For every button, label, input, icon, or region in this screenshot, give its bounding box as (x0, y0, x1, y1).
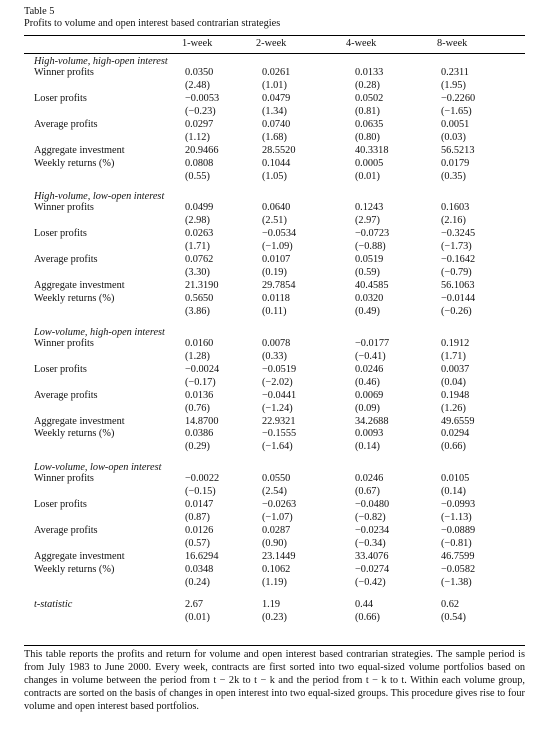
table-cell: (0.80) (355, 131, 380, 143)
column-header-4week: 4-week (346, 38, 377, 49)
table-section (24, 327, 525, 454)
table-cell: (0.03) (441, 131, 466, 143)
table-cell: 20.9466 (185, 144, 219, 156)
row-label: Loser profits (34, 363, 87, 375)
table-cell: 0.0179 (441, 157, 470, 169)
table-cell: (−1.09) (262, 241, 293, 253)
table-cell: 0.0740 (262, 118, 291, 130)
table-cell: 0.0294 (441, 428, 470, 440)
table-cell: (0.14) (355, 441, 380, 453)
table-cell: 46.7599 (441, 550, 475, 562)
table-row (24, 525, 525, 538)
table-cell: (−1.73) (441, 241, 472, 253)
column-header-row (24, 38, 525, 52)
table-cell: 0.0078 (262, 337, 291, 349)
table-cell: (−0.79) (441, 267, 472, 279)
row-label: Weekly returns (%) (34, 157, 115, 169)
table-cell: 22.9321 (262, 415, 296, 427)
table-cell: (2.48) (185, 79, 210, 91)
table-cell: (3.30) (185, 267, 210, 279)
table-cell: (0.14) (441, 486, 466, 498)
table-row (24, 215, 525, 228)
table-cell: (1.28) (185, 350, 210, 362)
table-cell: (−0.41) (355, 350, 386, 362)
table-cell: 0.0348 (185, 563, 214, 575)
table-cell: 0.0051 (441, 118, 470, 130)
table-cell: 0.5650 (185, 293, 214, 304)
row-label: Aggregate investment (34, 550, 125, 562)
table-section (24, 191, 525, 318)
table-cell: 0.1062 (262, 563, 291, 575)
table-cell: 0.0350 (185, 67, 214, 78)
table-cell: −0.0144 (441, 293, 476, 304)
table-label: Table 5 (24, 6, 55, 17)
table-cell: (0.90) (262, 538, 287, 549)
table-cell: (1.34) (262, 105, 287, 117)
table-row (24, 338, 525, 351)
table-cell: (0.66) (441, 441, 466, 453)
table-body (24, 56, 525, 590)
table-cell: −0.0177 (355, 337, 390, 349)
table-cell: 0.0246 (355, 473, 384, 485)
row-label: Weekly returns (%) (34, 563, 115, 575)
table-cell: 14.8700 (185, 415, 219, 427)
table-cell: −0.0534 (262, 228, 297, 240)
table-cell: 0.1243 (355, 202, 384, 214)
table-row (24, 93, 525, 106)
table-cell: 0.0093 (355, 428, 384, 440)
section-title: Low-volume, high-open interest (34, 326, 165, 338)
table-cell: −0.0024 (185, 363, 220, 375)
table-cell: −0.0053 (185, 92, 220, 104)
table-cell: 0.0118 (262, 293, 290, 304)
table-cell: 0.0005 (355, 157, 384, 169)
section-title: High-volume, high-open interest (34, 56, 168, 67)
table-cell: −0.1555 (262, 428, 297, 440)
table-cell: −0.0519 (262, 363, 297, 375)
row-label: Average profits (34, 118, 98, 130)
table-row (24, 512, 525, 525)
table-cell: 28.5520 (262, 144, 296, 156)
table-cell: (0.76) (185, 402, 210, 414)
table-cell: (2.54) (262, 486, 287, 498)
table-row (24, 441, 525, 454)
table-cell: 56.1063 (441, 280, 475, 292)
tstat-row (24, 599, 525, 612)
table-cell: 0.0246 (355, 363, 384, 375)
row-label: Weekly returns (%) (34, 428, 115, 440)
table-cell: (0.67) (355, 486, 380, 498)
table-row (24, 364, 525, 377)
table-cell: (0.01) (355, 170, 380, 182)
table-cell: (0.19) (262, 267, 287, 279)
table-cell: 0.0640 (262, 202, 291, 214)
table-title-block (24, 6, 280, 30)
table-row (24, 416, 525, 429)
table-cell: −0.3245 (441, 228, 476, 240)
table-row (24, 403, 525, 416)
table-row (24, 106, 525, 119)
table-cell: 0.0386 (185, 428, 214, 440)
tstat-label: t-statistic (34, 598, 73, 610)
table-cell: (0.11) (262, 305, 287, 317)
table-row (24, 473, 525, 486)
table-cell: 0.0297 (185, 118, 214, 130)
table-cell: (−0.17) (185, 376, 216, 388)
table-cell: −0.1642 (441, 254, 476, 266)
table-row (24, 132, 525, 145)
table-cell: (−0.23) (185, 105, 216, 117)
table-cell: 0.1044 (262, 157, 291, 169)
table-row (24, 538, 525, 551)
table-cell: 29.7854 (262, 280, 296, 292)
table-cell: 0.2311 (441, 67, 469, 78)
table-cell: (−1.38) (441, 576, 472, 588)
tstat-paren-row (24, 612, 525, 625)
table-cell: (−1.13) (441, 512, 472, 524)
table-section (24, 56, 525, 183)
table-cell: −0.0889 (441, 525, 476, 537)
section-title: High-volume, low-open interest (34, 191, 165, 203)
row-label: Loser profits (34, 499, 87, 511)
table-row (24, 428, 525, 441)
table-cell: (0.54) (441, 611, 466, 623)
table-section (24, 462, 525, 589)
row-label: Aggregate investment (34, 415, 125, 427)
table-row (24, 80, 525, 93)
table-cell: (1.19) (262, 576, 287, 588)
table-cell: (−0.26) (441, 305, 472, 317)
table-cell: 0.0126 (185, 525, 214, 537)
table-row (24, 228, 525, 241)
table-cell: (0.35) (441, 170, 466, 182)
table-cell: 56.5213 (441, 144, 475, 156)
table-row (24, 351, 525, 364)
table-row (24, 306, 525, 319)
table-cell: 34.2688 (355, 415, 389, 427)
table-cell: (−0.15) (185, 486, 216, 498)
table-cell: (3.86) (185, 305, 210, 317)
data-table (24, 38, 525, 625)
table-cell: (−1.07) (262, 512, 293, 524)
column-header-2week: 2-week (256, 38, 287, 49)
table-cell: 0.0160 (185, 337, 214, 349)
table-cell: 40.3318 (355, 144, 389, 156)
table-row (24, 67, 525, 80)
table-row (24, 119, 525, 132)
bottom-rule (24, 645, 525, 646)
column-header-1week: 1-week (182, 38, 213, 49)
table-row (24, 202, 525, 215)
row-label: Loser profits (34, 92, 87, 104)
table-cell: 0.0105 (441, 473, 470, 485)
table-row (24, 377, 525, 390)
table-cell: 0.0808 (185, 157, 214, 169)
table-cell: (−2.02) (262, 376, 293, 388)
table-row (24, 499, 525, 512)
table-cell: 0.1912 (441, 337, 470, 349)
table-cell: (1.71) (441, 350, 466, 362)
table-cell: 23.1449 (262, 550, 296, 562)
row-label: Winner profits (34, 67, 94, 78)
table-cell: 0.0133 (355, 67, 384, 78)
table-cell: 0.0550 (262, 473, 291, 485)
table-row (24, 158, 525, 171)
table-cell: 0.0263 (185, 228, 214, 240)
table-cell: (0.66) (355, 611, 380, 623)
table-cell: (1.95) (441, 79, 466, 91)
table-row (24, 486, 525, 499)
table-cell: −0.0234 (355, 525, 390, 537)
table-caption: Profits to volume and open interest based contrarian strategies (24, 18, 281, 29)
table-cell: −0.2260 (441, 92, 476, 104)
row-label: Loser profits (34, 228, 87, 240)
table-cell: 1.19 (262, 598, 281, 610)
table-cell: 0.0635 (355, 118, 384, 130)
table-cell: 0.0069 (355, 389, 384, 401)
table-cell: −0.0480 (355, 499, 390, 511)
row-label: Average profits (34, 254, 98, 266)
table-cell: 0.0147 (185, 499, 214, 511)
table-cell: 0.0037 (441, 363, 470, 375)
table-row (24, 171, 525, 184)
table-cell: 33.4076 (355, 550, 389, 562)
table-cell: (−0.42) (355, 576, 386, 588)
table-cell: −0.0263 (262, 499, 297, 511)
table-cell: (2.16) (441, 215, 466, 227)
table-cell: −0.0723 (355, 228, 390, 240)
table-cell: 0.0762 (185, 254, 214, 266)
table-cell: (0.57) (185, 538, 210, 549)
table-cell: (0.81) (355, 105, 380, 117)
table-cell: 0.0320 (355, 293, 384, 304)
table-cell: (2.97) (355, 215, 380, 227)
table-cell: 0.0261 (262, 67, 291, 78)
table-cell: (−0.34) (355, 538, 386, 549)
table-row (24, 241, 525, 254)
table-cell: 0.1603 (441, 202, 470, 214)
table-cell: 0.0519 (355, 254, 384, 266)
table-row (24, 293, 525, 306)
table-cell: (0.55) (185, 170, 210, 182)
table-cell: 49.6559 (441, 415, 475, 427)
row-label: Average profits (34, 389, 98, 401)
table-cell: 0.44 (355, 598, 374, 610)
table-row (24, 145, 525, 158)
table-cell: (1.05) (262, 170, 287, 182)
row-label: Weekly returns (%) (34, 293, 115, 304)
table-cell: (−1.64) (262, 441, 293, 453)
table-cell: (0.59) (355, 267, 380, 279)
table-cell: (0.29) (185, 441, 210, 453)
table-cell: (0.09) (355, 402, 380, 414)
table-cell: (0.01) (185, 611, 210, 623)
table-cell: 40.4585 (355, 280, 389, 292)
table-cell: −0.0022 (185, 473, 220, 485)
table-row (24, 551, 525, 564)
table-cell: (1.12) (185, 131, 210, 143)
table-cell: 16.6294 (185, 550, 219, 562)
table-cell: (0.28) (355, 79, 380, 91)
header-rule (24, 53, 525, 54)
table-cell: (−1.24) (262, 402, 293, 414)
table-cell: −0.0993 (441, 499, 476, 511)
table-cell: (−0.88) (355, 241, 386, 253)
table-cell: (0.46) (355, 376, 380, 388)
row-label: Winner profits (34, 337, 94, 349)
table-cell: (1.71) (185, 241, 210, 253)
table-cell: (−0.82) (355, 512, 386, 524)
section-title: Low-volume, low-open interest (34, 462, 162, 474)
row-label: Average profits (34, 525, 98, 537)
row-label: Winner profits (34, 473, 94, 485)
column-header-8week: 8-week (437, 38, 468, 49)
table-cell: 21.3190 (185, 280, 219, 292)
table-cell: 0.0136 (185, 389, 214, 401)
table-cell: (0.04) (441, 376, 466, 388)
row-label: Winner profits (34, 202, 94, 214)
table-row (24, 280, 525, 293)
table-cell: (1.01) (262, 79, 287, 91)
table-cell: (−0.81) (441, 538, 472, 549)
table-cell: 2.67 (185, 598, 204, 610)
row-label: Aggregate investment (34, 280, 125, 292)
row-label: Aggregate investment (34, 144, 125, 156)
table-cell: 0.62 (441, 598, 460, 610)
table-cell: (0.87) (185, 512, 210, 524)
table-row (24, 564, 525, 577)
table-cell: −0.0582 (441, 563, 476, 575)
table-row (24, 577, 525, 590)
table-cell: 0.0287 (262, 525, 291, 537)
table-cell: (0.24) (185, 576, 210, 588)
table-footnote: This table reports the profits and return for volume and open interest based contrarian strategies. The sample period is from July 1983 to June 2000. Every week, contracts are first sorted into two equal-sized volume portfolios based on changes in volume between the period from t − 2k to t − k and the period from t − k to t. Within each volume group, contracts are sorted on the basis of changes in open interest into two equal-sized groups. This procedure gives rise to four volume and open interest based portfolios. (24, 649, 525, 712)
table-cell: (−1.65) (441, 105, 472, 117)
table-cell: 0.0479 (262, 92, 291, 104)
table-cell: (0.33) (262, 350, 287, 362)
table-cell: 0.1948 (441, 389, 470, 401)
table-cell: 0.0107 (262, 254, 291, 266)
table-cell: −0.0441 (262, 389, 297, 401)
table-cell: (2.98) (185, 215, 210, 227)
table-cell: (2.51) (262, 215, 287, 227)
table-row (24, 254, 525, 267)
table-cell: 0.0499 (185, 202, 214, 214)
table-cell: −0.0274 (355, 563, 390, 575)
table-cell: 0.0502 (355, 92, 384, 104)
top-rule (24, 35, 525, 36)
tstat-block (24, 599, 525, 625)
table-cell: (1.68) (262, 131, 287, 143)
table-cell: (1.26) (441, 402, 466, 414)
table-cell: (0.49) (355, 305, 380, 317)
table-row (24, 267, 525, 280)
table-cell: (0.23) (262, 611, 287, 623)
table-row (24, 390, 525, 403)
